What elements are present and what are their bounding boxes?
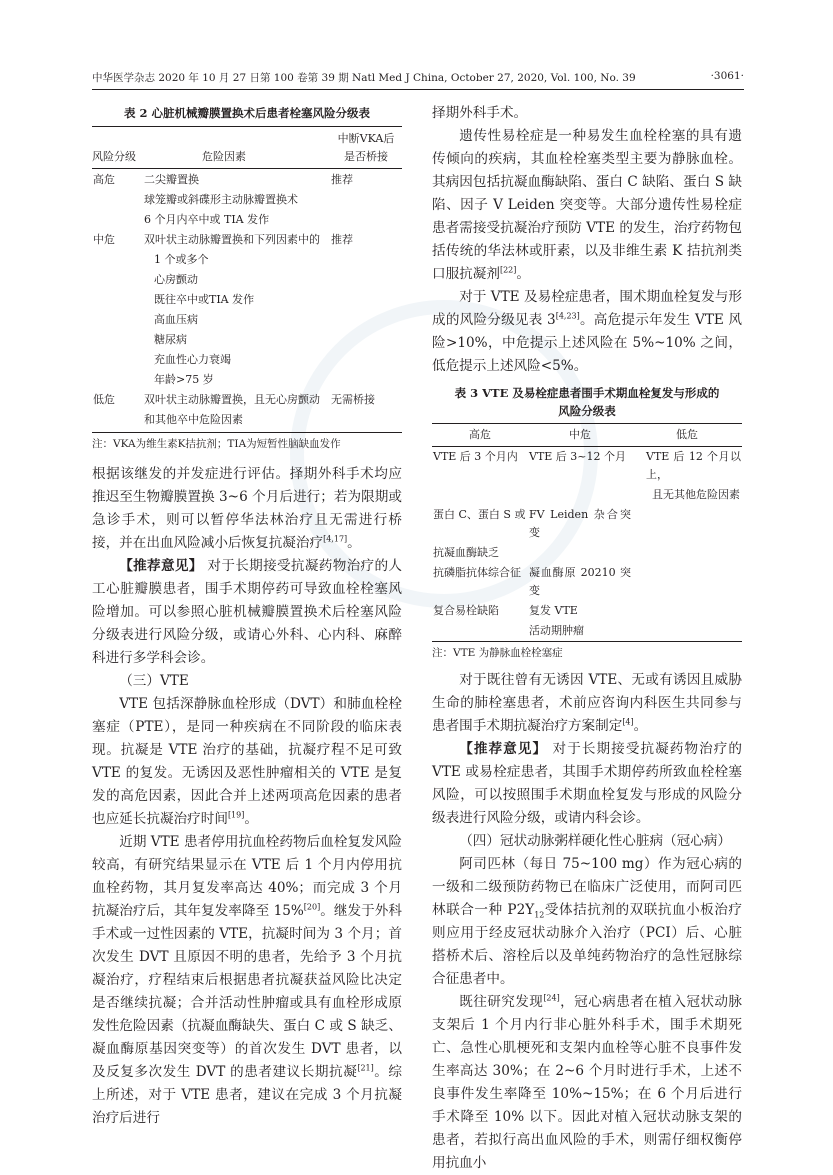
table3-cell-low <box>632 601 742 621</box>
table3-cell-medium <box>528 543 632 563</box>
table2-cell-bridge <box>330 190 402 210</box>
table2-cell-level <box>92 290 144 310</box>
table2-cell-factor: 和其他卒中危险因素 <box>144 413 243 426</box>
journal-citation: 中华医学杂志 2020 年 10 月 27 日第 100 卷第 39 期 Natl Med J China, October 27, 2020, Vol. 100, No. 39 <box>92 72 636 84</box>
table2-row <box>92 370 402 390</box>
right-column <box>432 102 742 1175</box>
table2-cell-bridge: 推荐 <box>331 173 353 186</box>
table3-cell-high: 复合易栓缺陷 <box>433 604 499 617</box>
table3-cell-low <box>632 621 742 642</box>
table2-header-bridge <box>330 127 402 169</box>
paragraph: 对于 VTE 及易栓症患者，围术期血栓复发与形成的风险分级见表 3[4,23]。高危提示年发生 VTE 风险>10%，中危提示上述风险在 5%~10% 之间，低危提示上述风险<5%。 <box>432 289 742 374</box>
table3-cell-low: 且无其他危险因素 <box>652 488 740 501</box>
table3-row <box>432 601 742 621</box>
paragraph: 既往研究发现[24]，冠心病患者在植入冠状动脉支架后 1 个月内行非心脏外科手术，围手术期死亡、急性心肌梗死和支架内血栓等心脏不良事件发生率高达 30%；在 2~6 个月时进行手术，上述不良事件发生率降至 10%~15%；在 6 个月后进行手术降至 10% 以下。因此对植入冠状动脉支架的患者，若拟行高出血风险的手术，则需仔细权衡停用抗血小 <box>432 993 743 1171</box>
table2-row <box>92 350 402 370</box>
table2 <box>92 126 402 433</box>
table2-cell-factor: 双叶状主动脉瓣置换，且无心房颤动 <box>144 393 320 406</box>
table3-header-low: 低危 <box>676 428 698 441</box>
table3-cell-medium: 复发 VTE <box>529 604 578 617</box>
table2-cell-level <box>92 330 144 350</box>
table2-row <box>92 230 402 250</box>
table3-cell-high: VTE 后 3 个月内 <box>433 450 518 463</box>
citation: [21] <box>357 1063 374 1073</box>
table3-cell-medium: 凝血酶原 20210 突变 <box>529 566 631 597</box>
paragraph: 对于既往曾有无诱因 VTE、无或有诱因且威胁生命的肺栓塞患者，术前应咨询内科医生共同参与患者围手术期抗凝治疗方案制定[4]。 <box>432 672 742 734</box>
table2-cell-factor: 糖尿病 <box>154 333 187 346</box>
table2-row <box>92 210 402 230</box>
table2-cell-factor: 6 个月内卒中或 TIA 发作 <box>144 213 270 226</box>
table3 <box>432 423 742 642</box>
table2-cell-level: 中危 <box>93 233 115 246</box>
citation: [24] <box>543 993 560 1003</box>
table2-cell-bridge: 无需桥接 <box>331 393 375 406</box>
citation: [22] <box>499 265 517 275</box>
section-heading: （四）冠状动脉粥样硬化性心脏病（冠心病） <box>459 833 732 849</box>
recommendation-label: 【推荐意见】 <box>119 558 203 574</box>
table2-cell-factor: 二尖瓣置换 <box>144 173 199 186</box>
recommendation-label: 【推荐意见】 <box>459 741 548 757</box>
recommendation: 【推荐意见】 对于长期接受抗凝药物治疗的 VTE 或易栓症患者，其围手术期停药所致血栓栓塞风险，可以按照围手术期血栓复发与形成的风险分级表进行风险分级，或请内科会诊。 <box>432 741 743 826</box>
table2-cell-bridge <box>330 370 402 390</box>
table2-cell-bridge <box>330 410 402 433</box>
table2-row <box>92 290 402 310</box>
subscript: 12 <box>534 910 545 920</box>
citation: [4,17] <box>323 534 348 544</box>
table3-cell-low <box>632 563 742 601</box>
paragraph: 根据该继发的并发症进行评估。择期外科手术均应推迟至生物瓣膜置换 3~6 个月后进行；若为限期或急诊手术，则可以暂停华法林治疗且无需进行桥接，并在出血风险减小后恢复抗凝治疗[4,17]。 <box>92 466 402 551</box>
table3-row <box>432 505 742 543</box>
table2-cell-factor: 高血压病 <box>154 313 198 326</box>
table2-cell-bridge <box>330 210 402 230</box>
left-column <box>92 104 402 1130</box>
table3-cell-high: 蛋白 C、蛋白 S 或 <box>433 508 526 521</box>
header-rule <box>92 89 744 90</box>
table2-cell-factor: 年龄>75 岁 <box>154 373 214 386</box>
table2-header-level: 风险分级 <box>92 150 136 163</box>
table2-cell-level: 高危 <box>93 173 115 186</box>
table3-cell-medium: VTE 后 3~12 个月 <box>529 450 627 463</box>
citation: [4,23] <box>555 311 580 321</box>
table2-cell-level <box>92 210 144 230</box>
table2-cell-factor: 球笼瓣或斜碟形主动脉瓣置换术 <box>144 193 298 206</box>
table3-cell-medium <box>528 485 632 505</box>
table3-row <box>432 563 742 601</box>
paragraph: 择期外科手术。 <box>432 105 528 121</box>
table3-row <box>432 485 742 505</box>
table2-cell-level <box>92 310 144 330</box>
table2-row <box>92 310 402 330</box>
table2-cell-level <box>92 250 144 270</box>
table3-cell-high <box>432 485 528 505</box>
paragraph: VTE 包括深静脉血栓形成（DVT）和肺血栓栓塞症（PTE），是同一种疾病在不同阶段的临床表现。抗凝是 VTE 治疗的基础，抗凝疗程不足可致 VTE 的复发。无诱因及恶性肿瘤相关的 VTE 是复发的高危因素，因此合并上述两项高危因素的患者也应延长抗凝治疗时间[19]。 <box>92 696 402 827</box>
table2-cell-bridge <box>330 350 402 370</box>
table2-cell-factor: 心房颤动 <box>154 273 198 286</box>
table2-cell-factor: 既往卒中或TIA 发作 <box>154 293 255 306</box>
table2-cell-bridge: 推荐 <box>331 233 353 246</box>
page-number: ·3061· <box>710 70 744 82</box>
table3-row <box>432 543 742 563</box>
table2-row <box>92 190 402 210</box>
table2-row <box>92 330 402 350</box>
paragraph: 阿司匹林（每日 75~100 mg）作为冠心病的一级和二级预防药物已在临床广泛使用，而阿司匹林联合一种 $P2Y_{12}$受体拮抗剂的双联抗血小板治疗则应用于经皮冠状动脉介入治疗（PCI）后、心脏搭桥术后、溶栓后以及单纯药物治疗的急性冠脉综合征患者中。 <box>432 856 743 987</box>
table3-cell-low <box>632 543 742 563</box>
table3-header-high: 高危 <box>469 428 491 441</box>
table2-cell-level <box>92 350 144 370</box>
citation: [19] <box>227 810 245 820</box>
table2-note: 注：VKA为维生素K拮抗剂；TIA为短暂性脑缺血发作 <box>92 438 341 450</box>
table3-cell-medium: FV Leiden 杂合突变 <box>529 508 631 539</box>
table3-cell-medium: 活动期肿瘤 <box>529 624 584 637</box>
table2-row <box>92 250 402 270</box>
table2-header-factor: 危险因素 <box>202 150 246 163</box>
table3-cell-high: 抗凝血酶缺乏 <box>433 546 499 559</box>
paragraph: 近期 VTE 患者停用抗血栓药物后血栓复发风险较高，有研究结果显示在 VTE 后 1 个月内停用抗血栓药物，其月复发率高达 40%；而完成 3 个月抗凝治疗后，其年复发率降至 15%[20]。继发于外科手术或一过性因素的 VTE，抗凝时间为 3 个月；首次发生 DVT 且原因不明的患者，先给予 3 个月抗凝治疗，疗程结束后根据患者抗凝获益风险比决定是否继续抗凝；合并活动性肿瘤或具有血栓形成原发性危险因素（抗凝血酶缺失、蛋白 C 或 S 缺乏、凝血酶原基因突变等）的首次发生 DVT 患者，以及反复多次发生 DVT 的患者建议长期抗凝[21]。综上所述，对于 VTE 患者，建议在完成 3 个月抗凝治疗后进行 <box>92 834 403 1126</box>
table2-cell-factor: 充血性心力衰竭 <box>154 353 231 366</box>
table3-caption-line2: 风险分级表 <box>558 404 616 418</box>
table2-cell-level <box>92 370 144 390</box>
table3-caption: 表 3 VTE 及易栓症患者围手术期血栓复发与形成的 <box>454 386 720 400</box>
table2-row <box>92 410 402 433</box>
section-heading: （三）VTE <box>119 673 189 689</box>
table2-cell-level <box>92 410 144 433</box>
citation: [20] <box>303 902 321 912</box>
table2-cell-level <box>92 190 144 210</box>
table3-header-medium: 中危 <box>569 428 591 441</box>
table2-header-bridge-line1: 中断VKA后 <box>337 132 395 145</box>
table2-row <box>92 169 402 191</box>
table3-cell-low <box>632 505 742 543</box>
table2-cell-factor: 双叶状主动脉瓣置换和下列因素中的 <box>144 233 320 246</box>
table2-cell-level: 低危 <box>93 393 115 406</box>
table2-cell-bridge <box>330 270 402 290</box>
table3-note: 注：VTE 为静脉血栓栓塞症 <box>432 647 563 659</box>
table3-row <box>432 621 742 642</box>
table2-caption: 表 2 心脏机械瓣膜置换术后患者栓塞风险分级表 <box>123 106 370 120</box>
table2-row <box>92 390 402 410</box>
table2-cell-bridge <box>330 250 402 270</box>
citation: [4] <box>622 717 634 727</box>
table2-cell-level <box>92 270 144 290</box>
table3-cell-low: VTE 后 12 个月以上， <box>646 450 741 481</box>
table2-cell-bridge <box>330 330 402 350</box>
table3-cell-high <box>432 621 528 642</box>
table2-cell-factor: 1 个或多个 <box>154 253 209 266</box>
recommendation: 【推荐意见】 对于长期接受抗凝药物治疗的人工心脏瓣膜患者，围手术期停药可导致血栓栓塞风险增加。可以参照心脏机械瓣膜置换术后栓塞风险分级表进行风险分级，或请心外科、心内科、麻醉科进行多学科会诊。 <box>92 558 402 666</box>
table3-cell-high: 抗磷脂抗体综合征 <box>433 566 521 579</box>
running-header <box>92 70 744 85</box>
table3-row <box>432 447 742 486</box>
paragraph: 遗传性易栓症是一种易发生血栓栓塞的具有遗传倾向的疾病，其血栓栓塞类型主要为静脉血栓。其病因包括抗凝血酶缺陷、蛋白 C 缺陷、蛋白 S 缺陷、因子 V Leiden 突变等。大部分遗传性易栓症患者需接受抗凝治疗预防 VTE 的发生，治疗药物包括传统的华法林或肝素，以及非维生素 K 拮抗剂类口服抗凝剂[22]。 <box>432 128 742 282</box>
table2-row <box>92 270 402 290</box>
table2-cell-bridge <box>330 290 402 310</box>
table2-header-bridge-line2: 是否桥接 <box>344 150 388 163</box>
table2-cell-bridge <box>330 310 402 330</box>
